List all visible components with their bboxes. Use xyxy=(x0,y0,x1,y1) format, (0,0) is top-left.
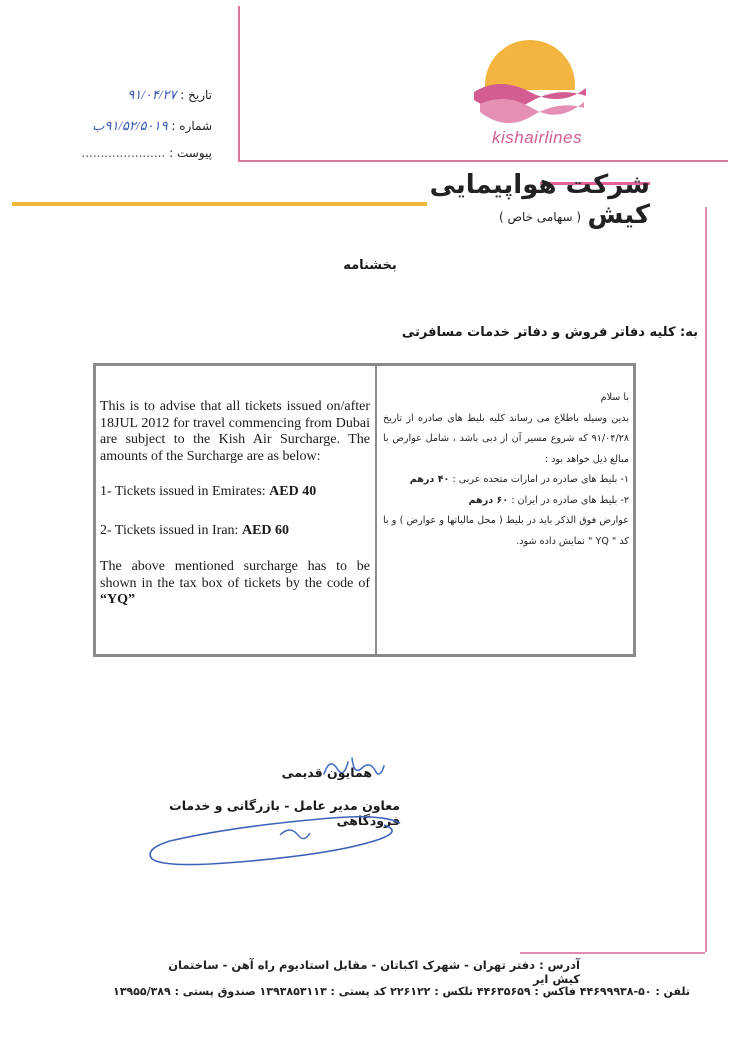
persian-intro: بدین وسیله باطلاع می رساند کلیه بلیط های صادره از تاریخ ۹۱/۰۴/۲۸ که شروع مسیر آن از دبی باشد ، شامل عوارض با مبالغ ذیل خواهد بود : xyxy=(383,412,629,465)
attachment-label: پیوست : xyxy=(169,146,212,160)
signatory-role: معاون مدیر عامل - بازرگانی و خدمات فرودگاهی xyxy=(169,798,400,828)
english-item-1 xyxy=(100,484,370,501)
company-name: شرکت هواپیمایی کیش xyxy=(429,170,650,230)
logo-wordmark: kishairlines xyxy=(492,128,583,147)
company-type: ( سهامی خاص ) xyxy=(498,210,582,224)
english-closing xyxy=(100,559,370,609)
number-line xyxy=(40,118,212,134)
english-item-2-amount: AED 60 xyxy=(241,522,290,538)
persian-item-1-amount: ۴۰ درهم xyxy=(409,474,450,485)
number-label: شماره : xyxy=(171,119,212,133)
english-item-2-text: 2- Tickets issued in Iran: xyxy=(100,522,242,538)
persian-greeting: با سلام xyxy=(600,392,629,403)
persian-item-2 xyxy=(383,491,629,512)
date-label: تاریخ : xyxy=(180,88,212,102)
attachment-line xyxy=(40,146,212,160)
persian-item-2-text: ۲- بلیط های صادره در ایران : xyxy=(508,494,629,506)
recipient-line: به: کلیه دفاتر فروش و دفاتر خدمات مسافرتی xyxy=(401,325,698,340)
english-item-1-amount: AED 40 xyxy=(269,484,317,499)
signature-scribble xyxy=(140,805,410,875)
persian-item-2-amount: ۶۰ درهم xyxy=(468,494,509,506)
number-value: ۹۱/۵۲/۵۰۱۹ب xyxy=(92,118,168,133)
frame-line-vertical xyxy=(238,6,240,161)
persian-item-1 xyxy=(383,470,629,491)
english-closing-code: “YQ” xyxy=(100,592,135,607)
persian-notice xyxy=(383,388,629,552)
attachment-dots: ...................... xyxy=(81,146,166,160)
frame-line-bottom xyxy=(520,952,705,954)
persian-item-1-text: ۱- بلیط های صادره در امارات متحده عربی : xyxy=(449,474,629,485)
persian-closing: عوارض فوق الذکر باید در بلیط ( محل مالیاتها و عوارض ) و با کد " YQ " نمایش داده شود. xyxy=(383,515,629,547)
english-item-2 xyxy=(100,523,370,540)
date-line xyxy=(40,87,212,103)
letter-title: بخشنامه xyxy=(343,258,397,273)
english-intro: This is to advise that all tickets issued on/after 18JUL 2012 for travel commencing from Dubai are subject to the Kish Air Surcharge. The amounts of the Surcharge are as below: xyxy=(100,399,370,464)
header-accent-line xyxy=(12,202,427,206)
english-closing-text: The above mentioned surcharge has to be shown in the tax box of tickets by the code of xyxy=(100,559,370,591)
signatory-name: همایون قدیمی xyxy=(281,765,372,780)
footer-address: آدرس : دفتر تهران - شهرک اکباتان - مقابل استادیوم راه آهن - ساختمان کیش ایر xyxy=(168,958,580,986)
date-value: ۹۱/۰۴/۲۷ xyxy=(127,87,177,102)
kish-airlines-logo xyxy=(470,30,590,130)
english-notice xyxy=(100,399,370,609)
english-item-1-text: 1- Tickets issued in Emirates: xyxy=(100,484,270,499)
footer-contacts: تلفن : ۵۰-۴۴۶۹۹۹۳۸ فاکس : ۴۴۶۳۵۶۵۹ تلکس : ۲۲۶۱۲۲ کد پستی : ۱۳۹۳۸۵۳۱۱۳ صندوق پستی : ۱۳۹۵۵/۳۸۹ xyxy=(113,985,690,998)
frame-line-right xyxy=(705,207,707,952)
frame-line-horizontal xyxy=(238,160,728,162)
notice-box-divider xyxy=(375,363,377,657)
